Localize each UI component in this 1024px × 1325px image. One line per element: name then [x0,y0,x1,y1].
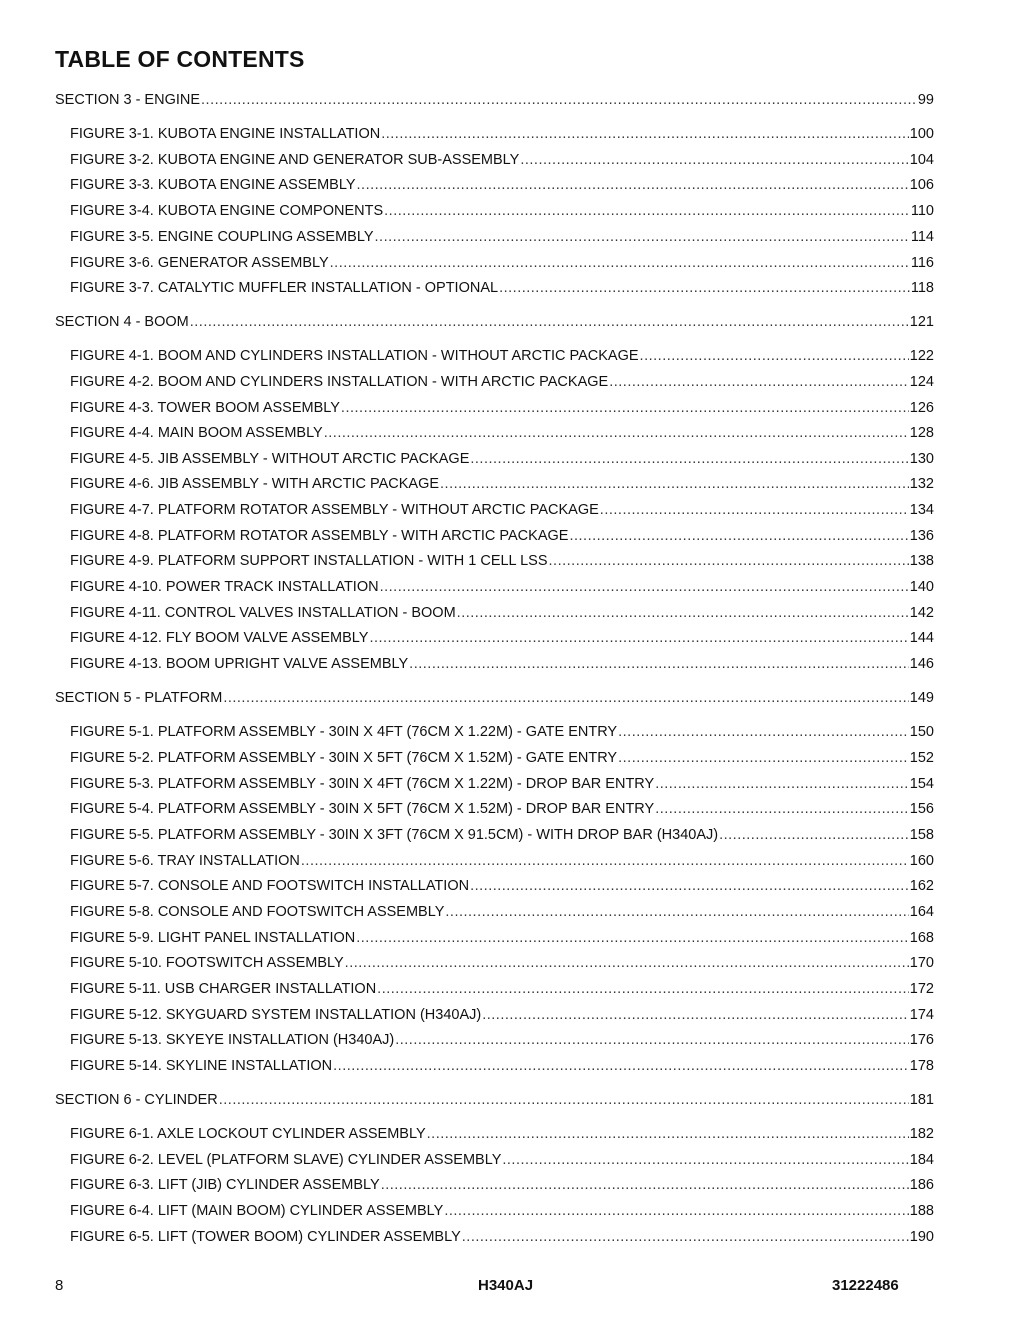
toc-figure-entry[interactable] [70,750,934,766]
toc-figure-entry[interactable] [70,801,934,817]
toc-figure-entry[interactable] [70,126,934,142]
dot-leader [470,878,909,894]
toc-entry-label: FIGURE 3-3. KUBOTA ENGINE ASSEMBLY [70,177,356,193]
toc-entry-label: FIGURE 4-11. CONTROL VALVES INSTALLATION - BOOM [70,605,456,621]
dot-leader [502,1152,908,1168]
toc-figure-entry[interactable] [70,280,934,296]
toc-entry-page: 162 [909,878,934,894]
toc-figure-entry[interactable] [70,425,934,441]
toc-entry-label: FIGURE 5-8. CONSOLE AND FOOTSWITCH ASSEMBLY [70,904,445,920]
toc-entry-page: 188 [909,1203,934,1219]
toc-section-entry[interactable] [55,690,934,706]
toc-entry-page: 150 [909,724,934,740]
toc-entry-label: FIGURE 5-14. SKYLINE INSTALLATION [70,1058,333,1074]
toc-entry-label: FIGURE 4-10. POWER TRACK INSTALLATION [70,579,379,595]
toc-entry-label: SECTION 6 - CYLINDER [55,1092,218,1108]
toc-figure-entry[interactable] [70,579,934,595]
dot-leader [395,1032,909,1048]
toc-entry-page: 99 [917,92,934,108]
toc-entry-page: 160 [909,853,934,869]
toc-entry-page: 190 [909,1229,934,1245]
toc-section-entry[interactable] [55,314,934,330]
toc-section-entry[interactable] [55,92,934,108]
dot-leader [190,314,909,330]
toc-entry-label: FIGURE 3-4. KUBOTA ENGINE COMPONENTS [70,203,384,219]
toc-figure-entry[interactable] [70,878,934,894]
footer-model: H340AJ [478,1277,534,1294]
dot-leader [301,853,909,869]
toc-entry-page: 118 [910,280,934,296]
toc-entry-page: 178 [909,1058,934,1074]
toc-figure-entry[interactable] [70,152,934,168]
toc-entry-page: 124 [909,374,934,390]
toc-entry-label: FIGURE 4-1. BOOM AND CYLINDERS INSTALLATION - WITHOUT ARCTIC PACKAGE [70,348,639,364]
toc-figure-entry[interactable] [70,853,934,869]
toc-figure-entry[interactable] [70,981,934,997]
toc-figure-entry[interactable] [70,930,934,946]
toc-entry-page: 172 [909,981,934,997]
dot-leader [457,605,909,621]
dot-leader [356,930,909,946]
toc-entry-page: 168 [909,930,934,946]
dot-leader [384,203,910,219]
toc-figure-entry[interactable] [70,1126,934,1142]
dot-leader [345,955,909,971]
dot-leader [520,152,908,168]
toc-entry-page: 186 [909,1177,934,1193]
dot-leader [381,1177,909,1193]
toc-entry-page: 136 [909,528,934,544]
toc-entry-page: 182 [909,1126,934,1142]
toc-entry-page: 142 [909,605,934,621]
toc-entry-page: 104 [909,152,934,168]
toc-entry-label: FIGURE 3-1. KUBOTA ENGINE INSTALLATION [70,126,381,142]
dot-leader [600,502,909,518]
toc-entry-label: SECTION 5 - PLATFORM [55,690,223,706]
toc-entry-page: 116 [910,255,934,271]
toc-entry-label: SECTION 4 - BOOM [55,314,189,330]
toc-entry-label: FIGURE 6-2. LEVEL (PLATFORM SLAVE) CYLINDER ASSEMBLY [70,1152,502,1168]
toc-entry-page: 122 [909,348,934,364]
dot-leader [341,400,909,416]
toc-figure-entry[interactable] [70,1203,934,1219]
toc-entry-page: 146 [909,656,934,672]
dot-leader [549,553,909,569]
dot-leader [369,630,908,646]
dot-leader [499,280,910,296]
dot-leader [462,1229,909,1245]
toc-entry-label: FIGURE 6-4. LIFT (MAIN BOOM) CYLINDER ASSEMBLY [70,1203,444,1219]
toc-entry-page: 170 [909,955,934,971]
toc-entry-label: FIGURE 5-4. PLATFORM ASSEMBLY - 30IN X 5FT (76CM X 1.52M) - DROP BAR ENTRY [70,801,655,817]
dot-leader [655,801,909,817]
toc-figure-entry[interactable] [70,255,934,271]
toc-entry-label: FIGURE 6-3. LIFT (JIB) CYLINDER ASSEMBLY [70,1177,380,1193]
toc-figure-entry[interactable] [70,1177,934,1193]
toc-entry-page: 152 [909,750,934,766]
toc-entry-label: FIGURE 6-1. AXLE LOCKOUT CYLINDER ASSEMBLY [70,1126,426,1142]
toc-entry-page: 110 [910,203,934,219]
dot-leader [618,724,909,740]
dot-leader [381,126,909,142]
dot-leader [201,92,917,108]
dot-leader [719,827,909,843]
toc-entry-label: FIGURE 4-6. JIB ASSEMBLY - WITH ARCTIC PACKAGE [70,476,440,492]
toc-entry-page: 144 [909,630,934,646]
toc-entry-label: FIGURE 5-7. CONSOLE AND FOOTSWITCH INSTALLATION [70,878,470,894]
dot-leader [409,656,909,672]
toc-figure-entry[interactable] [70,1229,934,1245]
dot-leader [569,528,908,544]
dot-leader [444,1203,908,1219]
toc-entry-page: 128 [909,425,934,441]
dot-leader [655,776,909,792]
toc-figure-entry[interactable] [70,502,934,518]
toc-entry-page: 184 [909,1152,934,1168]
toc-entry-page: 174 [909,1007,934,1023]
toc-entry-label: FIGURE 3-7. CATALYTIC MUFFLER INSTALLATION - OPTIONAL [70,280,499,296]
toc-entry-label: FIGURE 3-5. ENGINE COUPLING ASSEMBLY [70,229,374,245]
toc-entry-page: 154 [909,776,934,792]
toc-figure-entry[interactable] [70,451,934,467]
toc-entry-page: 121 [909,314,934,330]
toc-entry-label: FIGURE 4-12. FLY BOOM VALVE ASSEMBLY [70,630,369,646]
toc-figure-entry[interactable] [70,476,934,492]
toc-entry-label: FIGURE 5-9. LIGHT PANEL INSTALLATION [70,930,356,946]
toc-entry-page: 130 [909,451,934,467]
toc-entry-page: 106 [909,177,934,193]
toc-entry-label: FIGURE 3-2. KUBOTA ENGINE AND GENERATOR SUB-ASSEMBLY [70,152,520,168]
toc-entry-page: 164 [909,904,934,920]
toc-figure-entry[interactable] [70,656,934,672]
toc-figure-entry[interactable] [70,1007,934,1023]
toc-figure-entry[interactable] [70,400,934,416]
toc-section-entry[interactable] [55,1092,934,1108]
toc-figure-entry[interactable] [70,528,934,544]
toc-figure-entry[interactable] [70,1032,934,1048]
toc-figure-entry[interactable] [70,827,934,843]
toc-entry-page: 134 [909,502,934,518]
toc-figure-entry[interactable] [70,553,934,569]
toc-entry-label: FIGURE 4-7. PLATFORM ROTATOR ASSEMBLY - WITHOUT ARCTIC PACKAGE [70,502,599,518]
dot-leader [223,690,908,706]
toc-figure-entry[interactable] [70,776,934,792]
footer-page-number: 8 [55,1277,64,1294]
toc-figure-entry[interactable] [70,630,934,646]
toc-entry-label: FIGURE 6-5. LIFT (TOWER BOOM) CYLINDER ASSEMBLY [70,1229,461,1245]
toc-entry-label: FIGURE 5-3. PLATFORM ASSEMBLY - 30IN X 4FT (76CM X 1.22M) - DROP BAR ENTRY [70,776,655,792]
toc-entry-label: FIGURE 3-6. GENERATOR ASSEMBLY [70,255,329,271]
toc-figure-entry[interactable] [70,177,934,193]
toc-entry-label: FIGURE 4-4. MAIN BOOM ASSEMBLY [70,425,323,441]
dot-leader [440,476,909,492]
toc-entry-page: 126 [909,400,934,416]
toc-figure-entry[interactable] [70,955,934,971]
toc-figure-entry[interactable] [70,904,934,920]
toc-entry-label: FIGURE 5-1. PLATFORM ASSEMBLY - 30IN X 4FT (76CM X 1.22M) - GATE ENTRY [70,724,618,740]
dot-leader [377,981,909,997]
toc-figure-entry[interactable] [70,348,934,364]
toc-entry-label: FIGURE 4-5. JIB ASSEMBLY - WITHOUT ARCTIC PACKAGE [70,451,470,467]
dot-leader [640,348,909,364]
dot-leader [618,750,909,766]
toc-figure-entry[interactable] [70,374,934,390]
toc-entry-page: 138 [909,553,934,569]
toc-entry-page: 149 [909,690,934,706]
dot-leader [324,425,909,441]
toc-entry-label: FIGURE 5-13. SKYEYE INSTALLATION (H340AJ) [70,1032,395,1048]
toc-entry-page: 176 [909,1032,934,1048]
toc-entry-page: 114 [910,229,934,245]
toc-entry-page: 158 [909,827,934,843]
toc-entry-label: SECTION 3 - ENGINE [55,92,201,108]
toc-entry-label: FIGURE 5-12. SKYGUARD SYSTEM INSTALLATION (H340AJ) [70,1007,482,1023]
toc-entry-page: 100 [909,126,934,142]
dot-leader [427,1126,909,1142]
toc-entry-page: 140 [909,579,934,595]
dot-leader [219,1092,909,1108]
toc-entry-label: FIGURE 4-3. TOWER BOOM ASSEMBLY [70,400,340,416]
toc-figure-entry[interactable] [70,1152,934,1168]
dot-leader [333,1058,909,1074]
dot-leader [380,579,909,595]
toc-entry-label: FIGURE 5-5. PLATFORM ASSEMBLY - 30IN X 3FT (76CM X 91.5CM) - WITH DROP BAR (H340AJ) [70,827,719,843]
toc-entry-label: FIGURE 5-11. USB CHARGER INSTALLATION [70,981,377,997]
dot-leader [330,255,910,271]
toc-entry-label: FIGURE 5-6. TRAY INSTALLATION [70,853,300,869]
toc-figure-entry[interactable] [70,229,934,245]
page-title: TABLE OF CONTENTS [55,46,305,72]
toc-figure-entry[interactable] [70,605,934,621]
footer-doc-number: 31222486 [832,1277,899,1294]
toc-entry-label: FIGURE 4-8. PLATFORM ROTATOR ASSEMBLY - WITH ARCTIC PACKAGE [70,528,569,544]
toc-entry-page: 156 [909,801,934,817]
toc-entry-label: FIGURE 5-10. FOOTSWITCH ASSEMBLY [70,955,344,971]
toc-entry-label: FIGURE 4-13. BOOM UPRIGHT VALVE ASSEMBLY [70,656,409,672]
toc-entry-label: FIGURE 4-2. BOOM AND CYLINDERS INSTALLATION - WITH ARCTIC PACKAGE [70,374,609,390]
toc-entry-label: FIGURE 4-9. PLATFORM SUPPORT INSTALLATION - WITH 1 CELL LSS [70,553,548,569]
toc-entry-page: 181 [909,1092,934,1108]
dot-leader [482,1007,909,1023]
toc-entry-label: FIGURE 5-2. PLATFORM ASSEMBLY - 30IN X 5FT (76CM X 1.52M) - GATE ENTRY [70,750,618,766]
dot-leader [609,374,909,390]
dot-leader [375,229,910,245]
toc-figure-entry[interactable] [70,724,934,740]
toc-figure-entry[interactable] [70,203,934,219]
dot-leader [470,451,908,467]
dot-leader [445,904,908,920]
toc-entry-page: 132 [909,476,934,492]
dot-leader [357,177,909,193]
toc-figure-entry[interactable] [70,1058,934,1074]
